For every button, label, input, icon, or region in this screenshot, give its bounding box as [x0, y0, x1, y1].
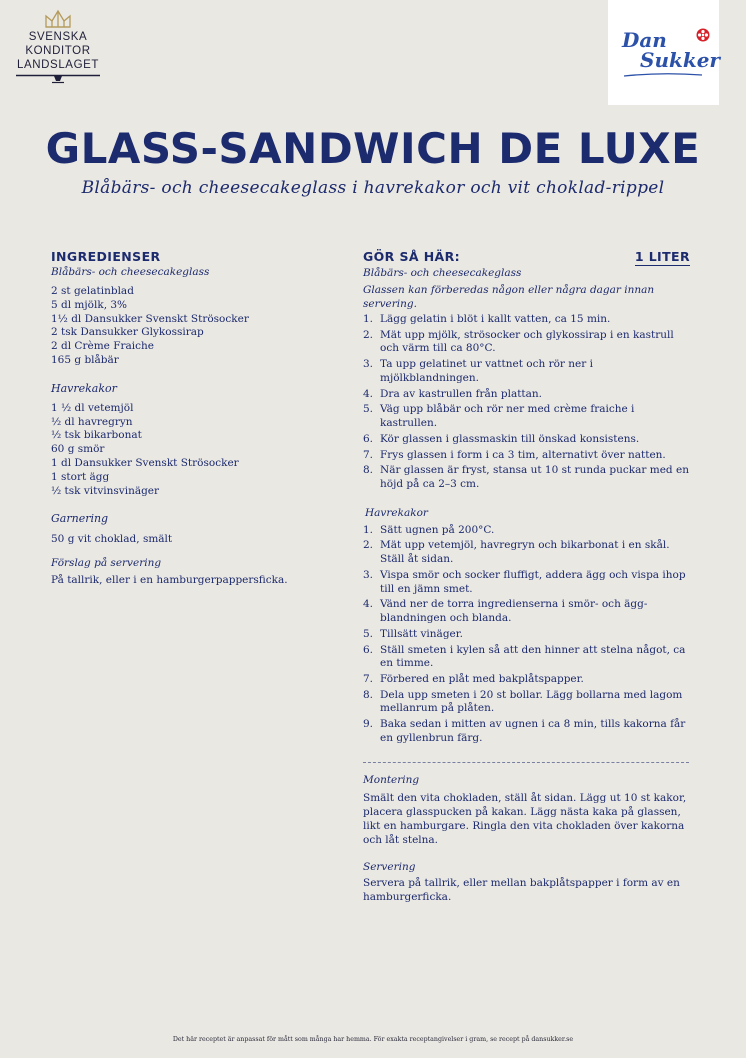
- method-step: 1. Sätt ugnen på 200°C.: [363, 523, 495, 536]
- serving-text: Servera på tallrik, eller mellan bakplåtspapper i form av en hamburgerficka.: [363, 876, 680, 903]
- ingredient-item: ½ tsk bikarbonat: [51, 429, 142, 442]
- ingredient-item: 165 g blåbär: [51, 353, 119, 366]
- ingredients-group-title: Havrekakor: [51, 381, 117, 395]
- crown-icon: [43, 8, 73, 30]
- method-column: [363, 249, 693, 904]
- garnish-title: Garnering: [51, 512, 109, 526]
- method-step: 2. Mät upp mjölk, strösocker och glykossirap i en kastrull och värm till ca 80°C.: [363, 328, 674, 355]
- method-step: 5. Väg upp blåbär och rör ner med crème fraiche i kastrullen.: [363, 403, 635, 430]
- method-step: 6. Kör glassen i glassmaskin till önskad konsistens.: [363, 432, 640, 445]
- ingredients-group-title: Blåbärs- och cheesecakeglass: [51, 266, 210, 278]
- method-step: 8. Dela upp smeten i 20 st bollar. Lägg bollarna med lagom mellanrum på plåten.: [363, 688, 683, 715]
- method-note: Glassen kan förberedas någon eller några dagar innan servering.: [363, 284, 655, 310]
- method-step: 1. Lägg gelatin i blöt i kallt vatten, ca 15 min.: [363, 313, 611, 325]
- serving-suggestion-text: På tallrik, eller i en hamburgerpappersficka.: [51, 574, 288, 587]
- svenska-konditor-landslaget-logo: [10, 8, 106, 94]
- garnish-text: 50 g vit choklad, smält: [51, 533, 173, 546]
- method-step: 7. Frys glassen i form i ca 3 tim, alternativt över natten.: [363, 448, 666, 461]
- logo-line-1: SVENSKA: [28, 31, 88, 43]
- ingredients-heading: INGREDIENSER: [51, 249, 161, 264]
- ingredient-item: 1 stort ägg: [51, 470, 110, 483]
- ingredient-item: 2 st gelatinblad: [51, 285, 134, 297]
- method-steps-icecream: [363, 313, 693, 492]
- footer-note: Det här receptet är anpassat för mått som många har hemma. För exakta receptangivelser i gram, se recept på dansukker.se: [172, 1036, 574, 1043]
- method-step: 3. Vispa smör och socker fluffigt, addera ägg och vispa ihop till en jämn smet.: [363, 568, 686, 595]
- ingredient-item: 60 g smör: [51, 443, 105, 456]
- method-step: 2. Mät upp vetemjöl, havregryn och bikarbonat i en skål. Ställ åt sidan.: [363, 539, 670, 566]
- method-group-title: Havrekakor: [365, 506, 428, 519]
- ingredients-column: [51, 249, 331, 587]
- method-step: 4. Dra av kastrullen från plattan.: [363, 387, 543, 400]
- method-step: 5. Tillsätt vinäger.: [363, 627, 463, 640]
- logo-underline-swoosh: [622, 72, 704, 78]
- ingredient-item: ½ dl havregryn: [51, 415, 133, 428]
- method-step: 9. Baka sedan i mitten av ugnen i ca 8 min, tills kakorna får en gyllenbrun färg.: [363, 718, 686, 744]
- dansukker-logo: [608, 0, 719, 105]
- serving-title: Servering: [363, 860, 416, 873]
- cake-stand-icon: [14, 74, 102, 84]
- method-step: 8. När glassen är fryst, stansa ut 10 st runda puckar med en höjd på ca 2–3 cm.: [363, 464, 689, 490]
- serving-suggestion-title: Förslag på servering: [51, 557, 162, 570]
- ingredients-list-cookies: [51, 402, 331, 499]
- method-steps-cookies: [363, 524, 693, 746]
- method-step: 3. Ta upp gelatinet ur vattnet och rör ner i mjölkblandningen.: [363, 358, 593, 384]
- method-step: 6. Ställ smeten i kylen så att den hinner att stelna något, ca en timme.: [363, 643, 686, 670]
- recipe-title: GLASS-SANDWICH DE LUXE: [45, 124, 701, 173]
- ingredient-item: 2 tsk Dansukker Glykossirap: [51, 326, 204, 339]
- logo-word-dan: Dan: [622, 28, 667, 52]
- logo-line-2: KONDITOR: [25, 45, 91, 57]
- ingredient-item: 5 dl mjölk, 3%: [51, 298, 128, 311]
- logo-line-3: LANDSLAGET: [16, 59, 100, 71]
- ingredients-list-icecream: [51, 285, 331, 368]
- ingredient-item: 1 ½ dl vetemjöl: [51, 401, 134, 414]
- ingredient-item: 1 dl Dansukker Svenskt Strösocker: [51, 456, 239, 469]
- section-divider: [363, 762, 689, 763]
- assembly-text: Smält den vita chokladen, ställ åt sidan. Lägg ut 10 st kakor, placera glasspucken på kakan. Lägg nästa kaka på glassen, likt en hamburgare. Ringla den vita chokladen över kakorna och låt stelna.: [363, 791, 687, 847]
- method-heading: GÖR SÅ HÄR:: [363, 249, 461, 264]
- ingredient-item: 1½ dl Dansukker Svenskt Strösocker: [51, 312, 249, 325]
- yield-badge: 1 LITER: [634, 249, 690, 264]
- ingredient-item: ½ tsk vitvinsvinäger: [51, 484, 160, 497]
- red-flower-emblem-icon: [696, 28, 710, 42]
- method-step: 7. Förbered en plåt med bakplåtspapper.: [363, 673, 584, 685]
- method-step: 4. Vänd ner de torra ingredienserna i smör- och ägg-blandningen och blanda.: [363, 598, 648, 625]
- recipe-subtitle: Blåbärs- och cheesecakeglass i havrekakor och vit choklad-rippel: [81, 178, 665, 198]
- logo-word-sukker: Sukker: [640, 48, 720, 72]
- ingredient-item: 2 dl Crème Fraiche: [51, 340, 154, 353]
- assembly-title: Montering: [363, 773, 420, 786]
- method-group-title: Blåbärs- och cheesecakeglass: [363, 267, 522, 279]
